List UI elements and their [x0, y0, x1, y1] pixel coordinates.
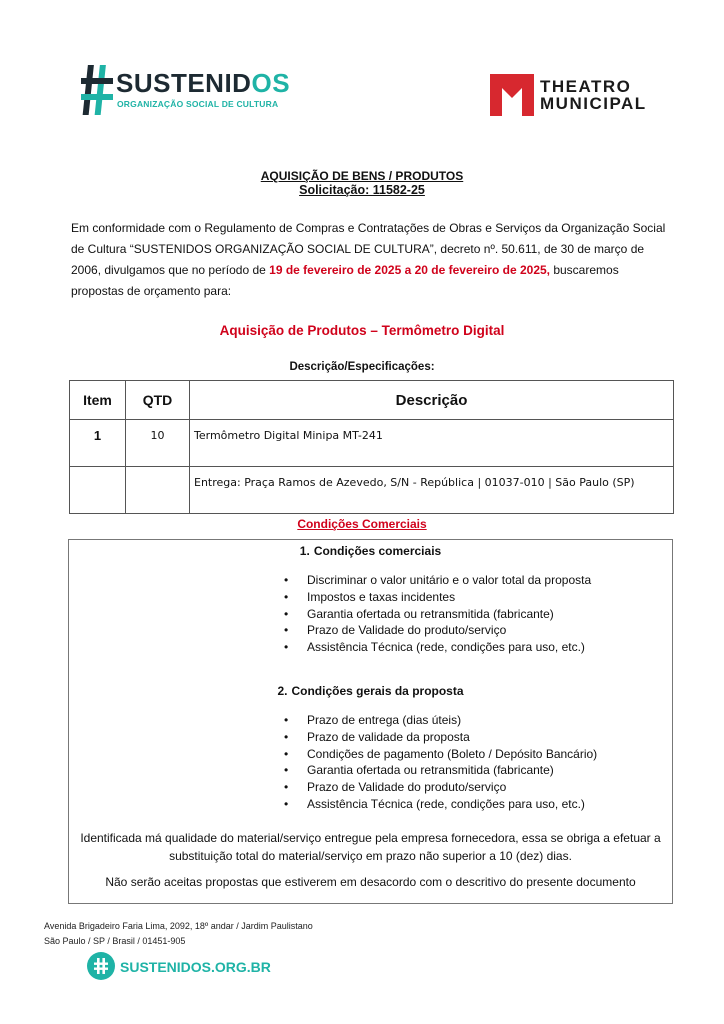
list-item: • Prazo de Validade do produto/serviço — [284, 622, 591, 639]
cell-item: 1 — [70, 420, 126, 467]
sustenidos-wordmark: SUSTENIDOS — [116, 68, 291, 98]
cell-qtd: 10 — [126, 420, 190, 467]
intro-text-end: buscaremos propostas de orçamento para: — [71, 263, 619, 298]
sustenidos-logo — [80, 64, 291, 116]
header-qtd: QTD — [126, 381, 190, 420]
cell-qtd — [126, 467, 190, 514]
address-line-2: São Paulo / SP / Brasil / 01451-905 — [44, 936, 186, 946]
list-item: • Assistência Técnica (rede, condições para uso, etc.) — [284, 639, 591, 656]
rejection-note: Não serão aceitas propostas que estiverem em desacordo com o descritivo do presente documento — [105, 875, 636, 889]
sustenidos-circle-hash-icon — [87, 952, 115, 980]
table-row — [70, 420, 674, 467]
section-1-title: 1. Condições comerciais — [299, 544, 442, 558]
list-item: • Prazo de Validade do produto/serviço — [284, 779, 597, 796]
list-item: • Assistência Técnica (rede, condições para uso, etc.) — [284, 796, 597, 813]
list-item: • Garantia ofertada ou retransmitida (fabricante) — [284, 762, 597, 779]
footer-website[interactable] — [87, 952, 287, 982]
intro-period: 19 de fevereiro de 2025 a 20 de fevereiro de 2025, — [269, 263, 550, 277]
intro-paragraph — [71, 218, 667, 302]
theatro-line-2: MUNICIPAL — [540, 94, 647, 113]
conditions-box — [68, 539, 673, 904]
intro-text: Em conformidade com o Regulamento de Compras e Contratações de Obras e Serviços da Organização Social de Cultura “SUSTENIDOS ORGANIZAÇÃO SOCIAL DE CULTURA”, decreto nº. 50.611, de 30 de março de 2006, divulgamos que no período de — [71, 221, 666, 277]
list-item: • Prazo de entrega (dias úteis) — [284, 712, 597, 729]
quality-note — [69, 829, 672, 865]
quality-note-line-1: Identificada má qualidade do material/serviço entregue pela empresa fornecedora, essa se obriga a efetuar a — [80, 831, 661, 845]
section-2-list — [284, 712, 597, 813]
document-title: AQUISIÇÃO DE BENS / PRODUTOS — [260, 169, 464, 183]
list-item: • Impostos e taxas incidentes — [284, 589, 591, 606]
header-descricao: Descrição — [190, 381, 674, 420]
list-item: • Prazo de validade da proposta — [284, 729, 597, 746]
address-line-1: Avenida Brigadeiro Faria Lima, 2092, 18º andar / Jardim Paulistano — [44, 921, 313, 931]
request-number: Solicitação: 11582-25 — [299, 183, 425, 197]
section-1-list — [284, 572, 591, 656]
items-table — [69, 380, 674, 514]
website-link[interactable]: SUSTENIDOS.ORG.BR — [120, 959, 271, 975]
table-header-row — [70, 381, 674, 420]
conditions-title: Condições Comerciais — [297, 517, 427, 531]
theatro-municipal-logo-icon — [490, 74, 534, 116]
product-subtitle: Aquisição de Produtos – Termômetro Digital — [219, 323, 505, 338]
description-label: Descrição/Especificações: — [289, 361, 435, 373]
list-item: • Discriminar o valor unitário e o valor total da proposta — [284, 572, 591, 589]
section-2-title: 2. Condições gerais da proposta — [277, 684, 464, 698]
footer-address — [44, 919, 313, 949]
cell-item — [70, 467, 126, 514]
sustenidos-tagline: ORGANIZAÇÃO SOCIAL DE CULTURA — [117, 99, 279, 109]
cell-descricao: Entrega: Praça Ramos de Azevedo, S/N - República | 01037-010 | São Paulo (SP) — [190, 467, 674, 514]
cell-descricao: Termômetro Digital Minipa MT-241 — [190, 420, 674, 467]
theatro-municipal-logo — [490, 72, 660, 118]
theatro-line-1: THEATRO — [540, 77, 632, 96]
table-row — [70, 467, 674, 514]
list-item: • Garantia ofertada ou retransmitida (fabricante) — [284, 606, 591, 623]
quality-note-line-2: substituição total do material/serviço em prazo não superior a 10 (dez) dias. — [169, 849, 572, 863]
sustenidos-hash-logo-icon — [80, 64, 114, 116]
header-item: Item — [70, 381, 126, 420]
list-item: • Condições de pagamento (Boleto / Depósito Bancário) — [284, 746, 597, 763]
